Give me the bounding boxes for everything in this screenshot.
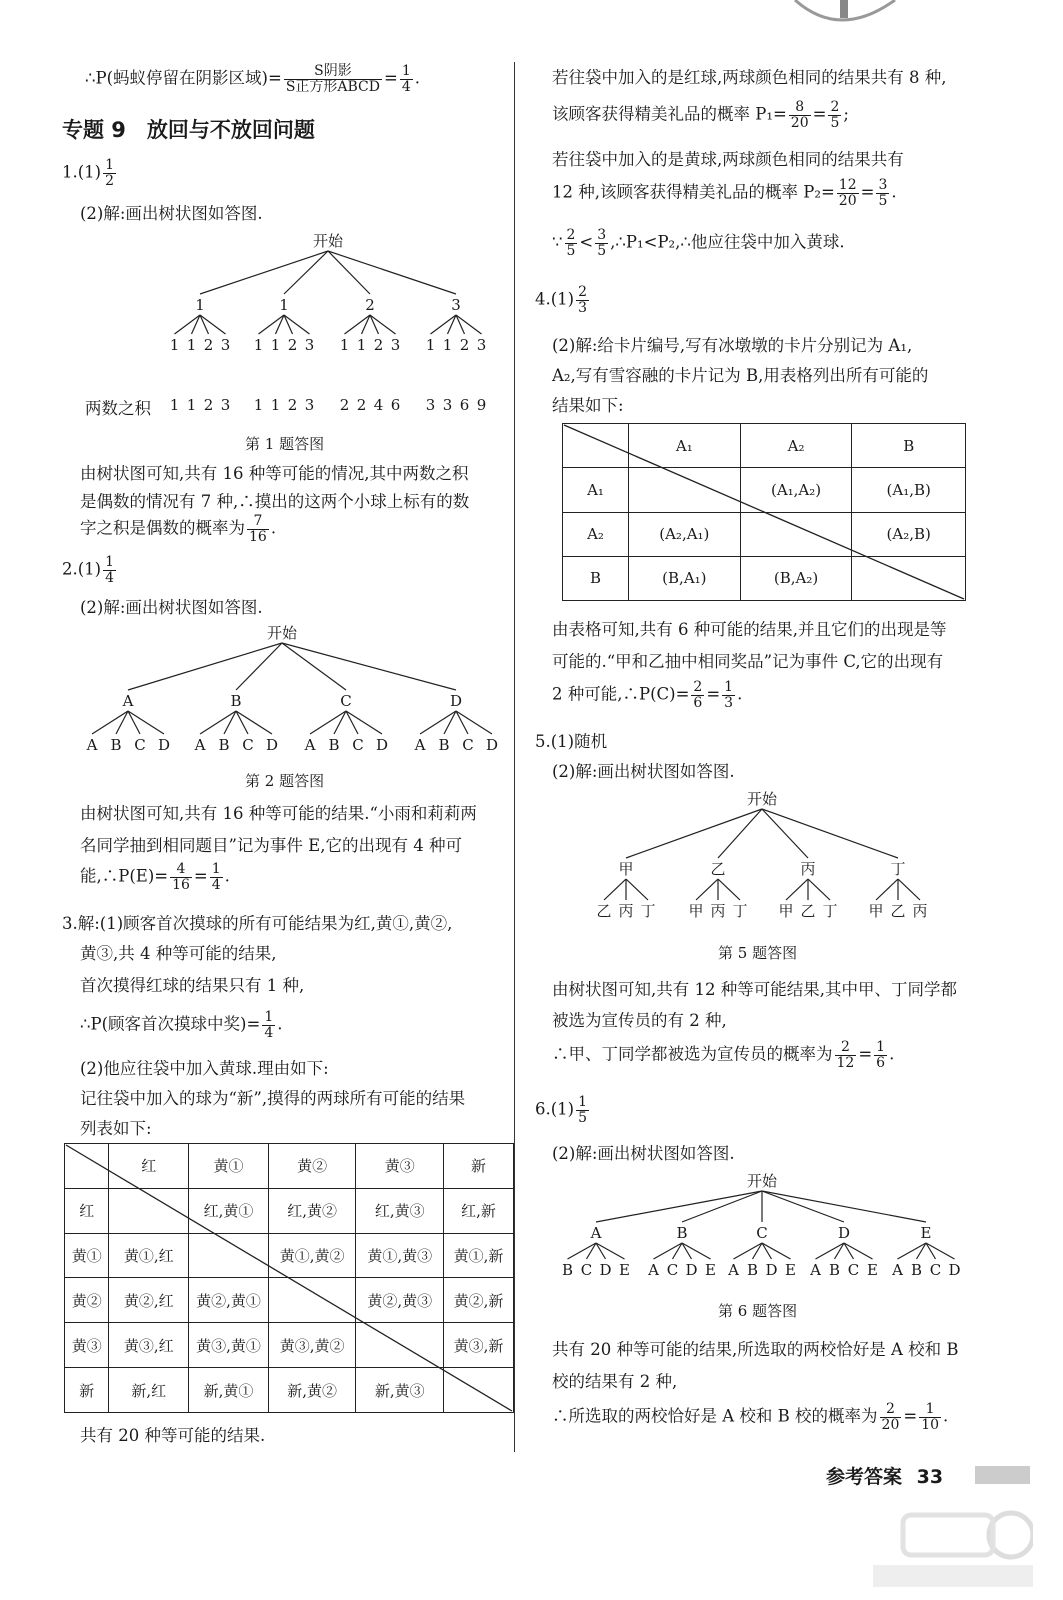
tree-leaf-label: 1 [186, 336, 197, 354]
tree-leaf-label: 甲 [688, 902, 704, 920]
tree-root-label: 开始 [746, 790, 778, 808]
table-cell: 黄③,红 [109, 1323, 189, 1368]
tree-leaf-label: 3 [220, 336, 231, 354]
tree-leaf-label: 2 [459, 336, 470, 354]
table-cell: 红,黄② [268, 1188, 356, 1233]
tree-leaf-label: 1 [425, 336, 436, 354]
q4-result-table [562, 423, 966, 601]
tree-branch [762, 809, 808, 858]
tree-node-label: A [122, 692, 134, 710]
tree-leaf-label: A [728, 1261, 739, 1279]
table-cell: 新 [65, 1368, 109, 1413]
q1-tree-diagram [60, 228, 510, 388]
table-header-cell: 黄③ [356, 1144, 444, 1189]
product-value: 3 [220, 396, 231, 414]
table-cell: 黄①,红 [109, 1233, 189, 1278]
tree-leaf-label: A [648, 1261, 659, 1279]
tree-leaf-label: 2 [287, 336, 298, 354]
fraction: $\frac{1}{4}$ [401, 63, 411, 95]
table-cell: 黄①,新 [444, 1233, 514, 1278]
tree-leaf-label: A [810, 1261, 821, 1279]
tree-leaf-label: C [134, 736, 146, 754]
tree-branch [604, 879, 626, 900]
tree-node-label: D [449, 692, 463, 710]
table-cell: 黄③,黄② [268, 1323, 356, 1368]
q3-result-table [64, 1143, 514, 1413]
table-row [65, 1368, 514, 1413]
tree-node-label: D [837, 1224, 851, 1242]
table-header-row [65, 1144, 514, 1189]
tree-leaf-label: 甲 [778, 902, 794, 920]
table-cell: 黄③,新 [444, 1323, 514, 1368]
q5-tree-diagram [580, 786, 960, 926]
r-line3: 若往袋中加入的是黄球,两球颜色相同的结果共有 [552, 150, 904, 169]
product-value: 6 [390, 396, 401, 414]
q2-caption: 第 2 题答图 [245, 772, 325, 790]
table-cell: 黄②,新 [444, 1278, 514, 1323]
tree-leaf-label: D [485, 736, 499, 754]
q6-part2: (2)解:画出树状图如答图. [552, 1144, 735, 1163]
tree-root-label: 开始 [746, 1172, 778, 1190]
tree-leaf-label: 1 [253, 336, 264, 354]
q3-table-wrap [64, 1143, 514, 1413]
table-cell: A₂ [563, 512, 629, 556]
product-value: 1 [169, 396, 180, 414]
q1-text1: 由树状图可知,共有 16 种等可能的情况,其中两数之积 [80, 464, 469, 483]
tree-leaf-label: C [929, 1261, 942, 1279]
tree-leaf-label: E [785, 1261, 796, 1279]
tree-node-label: 甲 [618, 860, 634, 878]
tree-node-label: 丁 [890, 860, 906, 878]
table-cell: 新,黄① [189, 1368, 269, 1413]
tree-branch [808, 879, 830, 900]
table-cell: B [563, 556, 629, 600]
tree-leaf-label: 3 [304, 336, 315, 354]
tree-leaf-label: D [599, 1261, 612, 1279]
q6-line3: 共有 20 种等可能的结果,所选取的两校恰好是 A 校和 B [552, 1340, 959, 1359]
table-cell: 黄①,黄② [268, 1233, 356, 1278]
tree-leaf-label: 1 [339, 336, 350, 354]
q3-line2: 黄③,共 4 种等可能的结果, [80, 944, 277, 963]
table-cell: 黄②,黄① [189, 1278, 269, 1323]
tree-leaf-label: A [892, 1261, 903, 1279]
tree-leaf-label: B [746, 1261, 759, 1279]
table-row [65, 1278, 514, 1323]
q5-line3: 由树状图可知,共有 12 种等可能结果,其中甲、丁同学都 [552, 980, 957, 999]
q1-product-label: 两数之积 [85, 399, 151, 418]
q3-line4: ∴P(顾客首次摸球中奖)= $\frac{1}{4}$ . [80, 1009, 283, 1041]
tree-leaf-label: C [847, 1261, 860, 1279]
page-number: 33 [916, 1466, 944, 1488]
tree-leaf-label: B [910, 1261, 923, 1279]
tree-leaf-label: A [194, 736, 206, 754]
q4-line2: (2)解:给卡片编号,写有冰墩墩的卡片分别记为 A₁, [552, 336, 913, 355]
tree-branch [762, 1191, 926, 1222]
product-value: 2 [356, 396, 367, 414]
table-cell: 红,新 [444, 1188, 514, 1233]
q1-text3: 字之积是偶数的概率为 $\frac{7}{16}$ . [80, 513, 277, 545]
r-line1: 若往袋中加入的是红球,两球颜色相同的结果共有 8 种, [552, 68, 947, 87]
table-header-row [563, 424, 966, 468]
product-value: 1 [186, 396, 197, 414]
tree-leaf-label: 2 [203, 336, 214, 354]
q4-part1: 4.(1) $\frac{2}{3}$ [535, 284, 588, 316]
tree-leaf-label: B [218, 736, 230, 754]
tree-leaf-label: C [242, 736, 254, 754]
table-cell: A₁ [563, 468, 629, 512]
tree-leaf-label: 丙 [912, 902, 928, 920]
tree-leaf-label: 甲 [868, 902, 884, 920]
table-cell: (A₁,B) [852, 468, 966, 512]
product-value: 3 [425, 396, 436, 414]
table-header-cell: 新 [444, 1144, 514, 1189]
table-row [65, 1323, 514, 1368]
tree-branch [762, 809, 898, 858]
footer-label-text: 参考答案 [826, 1466, 903, 1488]
tree-node-label: C [756, 1224, 768, 1242]
table-cell: (A₂,A₁) [628, 512, 740, 556]
r-line2: 该顾客获得精美礼品的概率 P₁= $\frac{8}{20}$ = $\frac{2}{5}$ ; [552, 99, 849, 131]
tree-leaf-label: B [328, 736, 340, 754]
table-cell [444, 1368, 514, 1413]
topic-heading: 专题 9 放回与不放回问题 [62, 118, 315, 142]
q2-text1: 由树状图可知,共有 16 种等可能的结果.“小雨和莉莉两 [80, 804, 477, 823]
table-cell [356, 1323, 444, 1368]
tree-leaf-label: C [352, 736, 364, 754]
tree-leaf-label: B [561, 1261, 574, 1279]
tree-branch [696, 879, 718, 900]
tree-leaf-label: B [110, 736, 122, 754]
q2-text3: 能,∴P(E)= $\frac{4}{16}$ = $\frac{1}{4}$ . [80, 861, 230, 893]
table-cell [628, 468, 740, 512]
q1-part2: (2)解:画出树状图如答图. [80, 204, 263, 223]
tree-leaf-label: D [265, 736, 279, 754]
table-cell [852, 556, 966, 600]
r-line5: ∵ $\frac{2}{5}$ < $\frac{3}{5}$ ,∴P₁<P₂,∴他应往袋中加入黄球. [552, 227, 845, 259]
table-row [65, 1233, 514, 1278]
tree-leaf-label: 丙 [618, 902, 634, 920]
table-cell: 黄③,黄① [189, 1323, 269, 1368]
table-header-cell: 黄① [189, 1144, 269, 1189]
tree-branch [786, 879, 808, 900]
table-row [563, 512, 966, 556]
tree-node-label: B [230, 692, 242, 710]
q2-part2: (2)解:画出树状图如答图. [80, 598, 263, 617]
table-row [65, 1188, 514, 1233]
tree-leaf-label: E [619, 1261, 630, 1279]
q5-part2: (2)解:画出树状图如答图. [552, 762, 735, 781]
product-value: 2 [287, 396, 298, 414]
table-cell [189, 1233, 269, 1278]
tree-leaf-label: D [157, 736, 171, 754]
tree-root-label: 开始 [312, 232, 344, 250]
q2-tree-diagram [60, 620, 510, 760]
table-cell: 新,红 [109, 1368, 189, 1413]
table-cell: 黄②,红 [109, 1278, 189, 1323]
table-cell: 新,黄③ [356, 1368, 444, 1413]
product-value: 3 [304, 396, 315, 414]
table-cell: (B,A₁) [628, 556, 740, 600]
q4-line5: 由表格可知,共有 6 种可能的结果,并且它们的出现是等 [552, 620, 947, 639]
product-value: 1 [270, 396, 281, 414]
tree-leaf-label: 丁 [822, 902, 838, 920]
tree-leaf-label: C [666, 1261, 679, 1279]
table-corner-cell [563, 424, 629, 468]
product-value: 6 [459, 396, 470, 414]
q6-tree-diagram [552, 1168, 972, 1288]
q4-line6: 可能的.“甲和乙抽中相同奖品”记为事件 C,它的出现有 [552, 652, 944, 671]
tree-branch [626, 879, 648, 900]
tree-leaf-label: 丙 [710, 902, 726, 920]
table-cell: 黄① [65, 1233, 109, 1278]
q4-table-wrap [562, 423, 966, 601]
table-cell: 黄②,黄③ [356, 1278, 444, 1323]
q6-caption: 第 6 题答图 [718, 1302, 798, 1320]
tree-node-label: 1 [195, 296, 205, 314]
table-cell: 红 [65, 1188, 109, 1233]
column-divider [514, 62, 515, 1452]
tree-branch [284, 251, 328, 294]
q2-text2: 名同学抽到相同题目”记为事件 E,它的出现有 4 种可 [80, 836, 462, 855]
tree-node-label: 丙 [800, 860, 816, 878]
tree-leaf-label: C [580, 1261, 593, 1279]
tree-leaf-label: 丁 [640, 902, 656, 920]
table-cell: 红,黄① [189, 1188, 269, 1233]
tree-leaf-label: 3 [476, 336, 487, 354]
table-cell: 黄② [65, 1278, 109, 1323]
watermark-logo [863, 1495, 1033, 1590]
tree-branch [898, 879, 920, 900]
tree-node-label: B [676, 1224, 688, 1242]
q3-line3: 首次摸得红球的结果只有 1 种, [80, 976, 305, 995]
tree-branch [682, 1191, 762, 1222]
q5-caption: 第 5 题答图 [718, 944, 798, 962]
table-cell: (A₂,B) [852, 512, 966, 556]
tree-leaf-label: D [948, 1261, 961, 1279]
line-ant-probability: ∴P(蚂蚁停留在阴影区域)= $\frac{\text{S阴影}}{\text{S正方形ABCD}}$ = $\frac{1}{4}$ . [85, 63, 420, 95]
table-cell: (A₁,A₂) [740, 468, 852, 512]
tree-leaf-label: 乙 [596, 902, 612, 920]
table-header-cell: A₂ [740, 424, 852, 468]
tree-branch [282, 643, 456, 690]
tree-node-label: E [920, 1224, 932, 1242]
tree-branch [282, 643, 346, 690]
q1-caption: 第 1 题答图 [245, 435, 325, 453]
tree-leaf-label: 1 [356, 336, 367, 354]
tree-node-label: 乙 [710, 860, 726, 878]
table-header-cell: B [852, 424, 966, 468]
tree-leaf-label: 2 [373, 336, 384, 354]
tree-branch [626, 809, 762, 858]
q3-line5: (2)他应往袋中加入黄球.理由如下: [80, 1059, 329, 1078]
table-cell [109, 1188, 189, 1233]
tree-branch [718, 879, 740, 900]
tree-branch [762, 1191, 844, 1222]
q6-line4: 校的结果有 2 种, [552, 1372, 678, 1391]
footer-bar [975, 1466, 1030, 1484]
q3-line6: 记往袋中加入的球为“新”,摸得的两球所有可能的结果 [80, 1089, 466, 1108]
table-cell: (B,A₂) [740, 556, 852, 600]
tree-branch [328, 251, 456, 294]
q4-line7: 2 种可能,∴P(C)= $\frac{2}{6}$ = $\frac{1}{3}$ . [552, 679, 743, 711]
tree-leaf-label: A [86, 736, 98, 754]
tree-leaf-label: E [705, 1261, 716, 1279]
table-cell: 黄①,黄③ [356, 1233, 444, 1278]
table-cell [740, 512, 852, 556]
product-value: 4 [373, 396, 384, 414]
table-row [563, 556, 966, 600]
q1-product-row [60, 390, 510, 418]
q1-text2: 是偶数的情况有 7 种,∴摸出的这两个小球上标有的数 [80, 492, 470, 511]
tree-leaf-label: D [375, 736, 389, 754]
table-cell: 黄③ [65, 1323, 109, 1368]
tree-leaf-label: 1 [442, 336, 453, 354]
tree-leaf-label: 1 [270, 336, 281, 354]
table-row [563, 468, 966, 512]
q6-line5: ∴所选取的两校恰好是 A 校和 B 校的概率为 $\frac{2}{20}$ = $\frac{1}{10}$ . [552, 1401, 949, 1433]
tree-leaf-label: 3 [390, 336, 401, 354]
tree-node-label: 1 [279, 296, 289, 314]
q1-part1: 1.(1) $\frac{1}{2}$ [62, 157, 115, 189]
table-cell: 红,黄③ [356, 1188, 444, 1233]
top-decoration [790, 0, 900, 32]
product-value: 3 [442, 396, 453, 414]
tree-node-label: A [590, 1224, 602, 1242]
q2-part1: 2.(1) $\frac{1}{4}$ [62, 554, 115, 586]
q3-line1: 3.解:(1)顾客首次摸球的所有可能结果为红,黄①,黄②, [62, 914, 453, 933]
q5-line5: ∴甲、丁同学都被选为宣传员的概率为 $\frac{2}{12}$ = $\frac{1}{6}$ . [552, 1039, 895, 1071]
q4-line4: 结果如下: [552, 396, 624, 415]
tree-leaf-label: D [685, 1261, 698, 1279]
q4-line3: A₂,写有雪容融的卡片记为 B,用表格列出所有可能的 [552, 366, 929, 385]
q5-part1: 5.(1)随机 [535, 732, 608, 751]
tree-node-label: 2 [365, 296, 375, 314]
tree-leaf-label: B [438, 736, 450, 754]
table-corner-cell [65, 1144, 109, 1189]
fraction: $\frac{\text{S阴影}}{\text{S正方形ABCD}}$ [285, 63, 380, 95]
tree-node-label: C [340, 692, 352, 710]
tree-leaf-label: 1 [169, 336, 180, 354]
tree-leaf-label: A [304, 736, 316, 754]
q3-line8: 共有 20 种等可能的结果. [80, 1426, 266, 1445]
tree-root-label: 开始 [266, 624, 298, 642]
table-cell: 新,黄② [268, 1368, 356, 1413]
tree-node-label: 3 [451, 296, 461, 314]
product-value: 2 [203, 396, 214, 414]
product-value: 1 [253, 396, 264, 414]
tree-branch [200, 251, 328, 294]
tree-leaf-label: 丁 [732, 902, 748, 920]
q3-line7: 列表如下: [80, 1119, 152, 1138]
tree-leaf-label: D [765, 1261, 778, 1279]
product-value: 9 [476, 396, 487, 414]
tree-leaf-label: B [828, 1261, 841, 1279]
q5-line4: 被选为宣传员的有 2 种, [552, 1011, 727, 1030]
tree-leaf-label: C [462, 736, 474, 754]
table-header-cell: 黄② [268, 1144, 356, 1189]
tree-leaf-label: 乙 [800, 902, 816, 920]
table-header-cell: A₁ [628, 424, 740, 468]
tree-branch [876, 879, 898, 900]
tree-leaf-label: A [414, 736, 426, 754]
tree-leaf-label: 乙 [890, 902, 906, 920]
q6-part1: 6.(1) $\frac{1}{5}$ [535, 1094, 588, 1126]
table-header-cell: 红 [109, 1144, 189, 1189]
product-value: 2 [339, 396, 350, 414]
tree-leaf-label: E [867, 1261, 878, 1279]
r-line4: 12 种,该顾客获得精美礼品的概率 P₂= $\frac{12}{20}$ = $\frac{3}{5}$ . [552, 177, 897, 209]
tree-branch [596, 1191, 762, 1222]
footer-label [826, 1462, 943, 1489]
table-cell [268, 1278, 356, 1323]
